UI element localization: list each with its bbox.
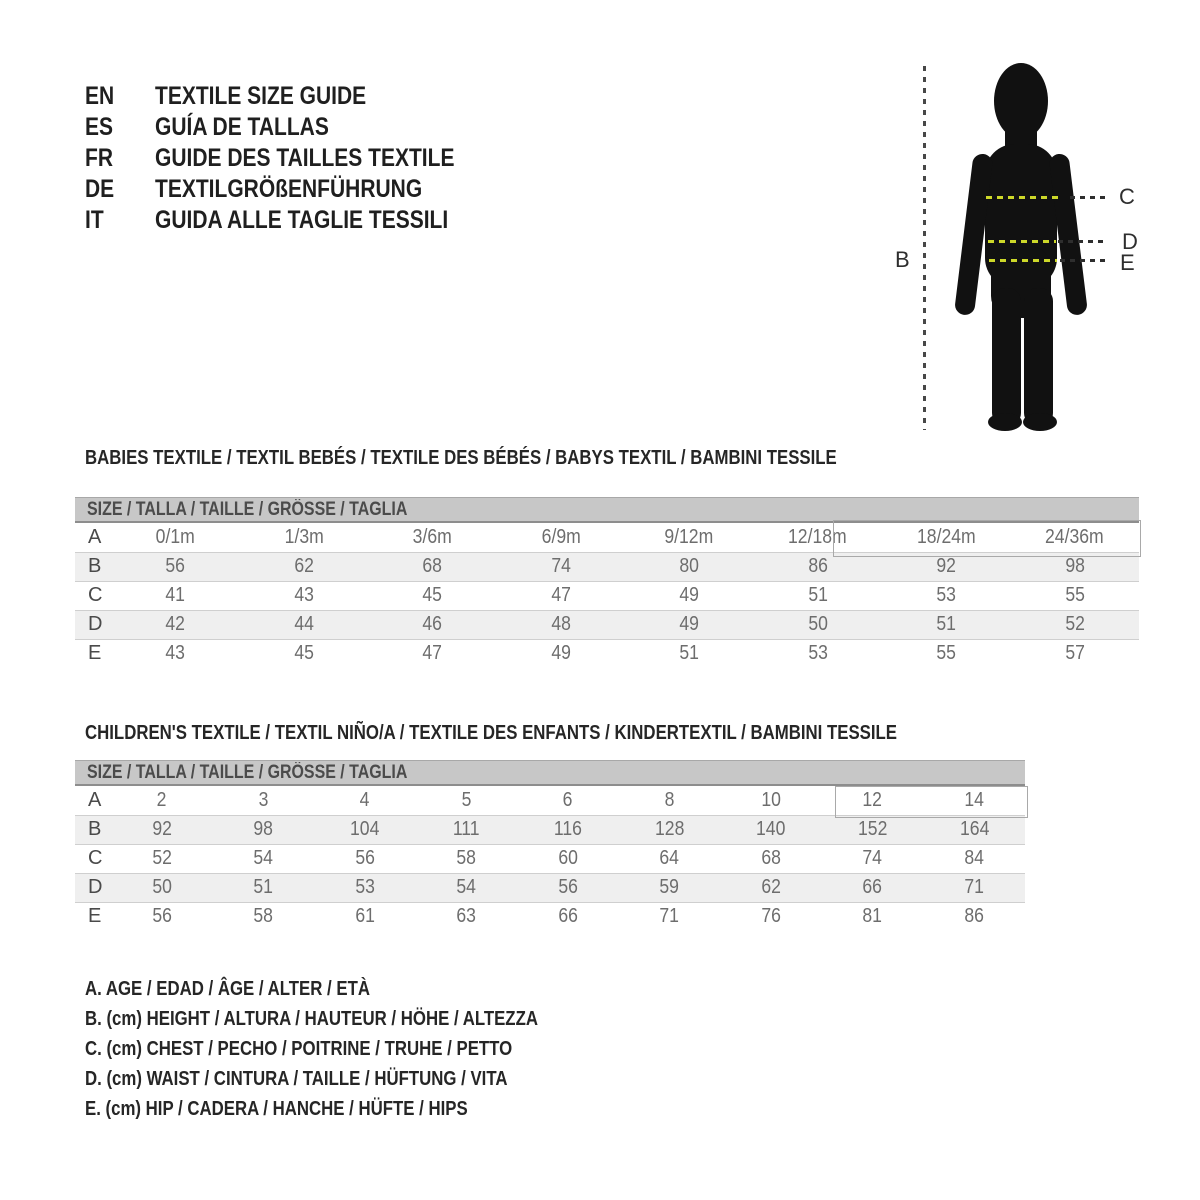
table-cell: 43	[165, 642, 186, 665]
table-row-e	[75, 902, 1025, 931]
table-cell: 111	[416, 815, 518, 844]
table-cell: 45	[293, 642, 314, 665]
children-selection-highlight	[835, 786, 1028, 818]
table-cell: 55	[936, 642, 957, 665]
table-cell: 3/6m	[368, 523, 497, 552]
table-cell: 53	[807, 642, 828, 665]
table-cell: 74	[822, 844, 924, 873]
table-cell: 56	[111, 552, 240, 581]
table-cell: 71	[923, 873, 1025, 902]
table-cell: 6/9m	[497, 523, 626, 552]
table-cell: 86	[964, 905, 984, 928]
table-cell: 62	[240, 552, 369, 581]
table-cell: 48	[497, 610, 626, 639]
table-cell: 59	[619, 873, 721, 902]
table-cell: 68	[720, 844, 822, 873]
babies-table-header: SIZE / TALLA / TAILLE / GRÖSSE / TAGLIA	[75, 497, 1139, 523]
table-cell: 80	[625, 552, 754, 581]
table-cell: 58	[416, 844, 518, 873]
table-cell: 12	[822, 786, 924, 815]
table-cell: 50	[111, 873, 213, 902]
table-cell: 41	[111, 581, 240, 610]
table-cell: 54	[416, 873, 518, 902]
table-cell: 14	[923, 786, 1025, 815]
lang-row-es	[85, 112, 512, 143]
row-label: A	[75, 523, 111, 552]
table-cell: 50	[754, 610, 883, 639]
language-title-list	[85, 81, 512, 236]
table-cell: 49	[625, 581, 754, 610]
table-cell: 2	[111, 786, 213, 815]
measure-label-waist: D	[1122, 229, 1138, 254]
table-cell: 53	[882, 581, 1011, 610]
waist-measure-line-accent	[988, 240, 1056, 243]
lang-code-en: EN	[85, 82, 115, 110]
lang-row-it	[85, 205, 512, 236]
table-cell: 86	[754, 552, 883, 581]
table-cell: 18/24m	[882, 523, 1011, 552]
table-cell: 12/18m	[754, 523, 883, 552]
table-cell: 74	[497, 552, 626, 581]
table-cell: 128	[619, 815, 721, 844]
table-cell: 45	[368, 581, 497, 610]
table-cell: 43	[240, 581, 369, 610]
table-cell: 47	[422, 642, 443, 665]
legend-item-height: B. (cm) HEIGHT / ALTURA / HAUTEUR / HÖHE / ALTEZZA	[85, 1008, 538, 1030]
table-row-d	[75, 610, 1139, 639]
table-cell: 98	[213, 815, 315, 844]
table-cell: 46	[368, 610, 497, 639]
lang-title-fr: GUIDE DES TAILLES TEXTILE	[155, 144, 455, 172]
measure-label-hip: E	[1120, 250, 1135, 275]
chest-measure-line-accent	[986, 196, 1058, 199]
table-cell: 42	[111, 610, 240, 639]
table-cell: 64	[619, 844, 721, 873]
measure-label-height: B	[895, 247, 910, 272]
table-cell: 81	[862, 905, 883, 928]
table-cell: 1/3m	[240, 523, 369, 552]
table-cell: 61	[355, 905, 375, 928]
table-cell: 116	[517, 815, 619, 844]
table-cell: 60	[517, 844, 619, 873]
table-cell: 98	[1011, 552, 1140, 581]
row-label: C	[75, 581, 111, 610]
lang-code-fr: FR	[85, 144, 113, 172]
table-cell: 55	[1011, 581, 1140, 610]
table-row-e	[75, 639, 1139, 668]
child-silhouette	[945, 60, 1105, 440]
table-cell: 51	[213, 873, 315, 902]
lang-row-fr	[85, 143, 512, 174]
table-cell: 54	[213, 844, 315, 873]
measure-label-chest: C	[1119, 184, 1135, 209]
table-cell: 140	[720, 815, 822, 844]
row-label: E	[88, 642, 102, 665]
table-cell: 68	[368, 552, 497, 581]
table-cell: 57	[1064, 642, 1085, 665]
lang-title-en: TEXTILE SIZE GUIDE	[155, 82, 367, 110]
lang-title-it: GUIDA ALLE TAGLIE TESSILI	[155, 206, 449, 234]
legend-item-age: A. AGE / EDAD / ÂGE / ALTER / ETÀ	[85, 978, 370, 1000]
lang-code-es: ES	[85, 113, 114, 141]
table-cell: 104	[314, 815, 416, 844]
table-cell: 52	[111, 844, 213, 873]
lang-code-it: IT	[85, 206, 104, 234]
waist-measure-line-dark	[1058, 240, 1106, 243]
table-cell: 49	[625, 610, 754, 639]
row-label: B	[75, 815, 111, 844]
chest-measure-line-dark	[1070, 196, 1106, 199]
table-cell: 24/36m	[1011, 523, 1140, 552]
row-label: A	[75, 786, 111, 815]
table-cell: 51	[882, 610, 1011, 639]
table-cell: 56	[314, 844, 416, 873]
table-cell: 71	[659, 905, 680, 928]
table-cell: 9/12m	[625, 523, 754, 552]
table-cell: 44	[240, 610, 369, 639]
table-row-c	[75, 581, 1139, 610]
legend-item-hip: E. (cm) HIP / CADERA / HANCHE / HÜFTE / HIPS	[85, 1098, 468, 1120]
table-cell: 4	[314, 786, 416, 815]
table-cell: 76	[761, 905, 781, 928]
table-cell: 6	[517, 786, 619, 815]
lang-title-de: TEXTILGRÖßENFÜHRUNG	[155, 175, 423, 203]
table-cell: 62	[720, 873, 822, 902]
table-cell: 49	[550, 642, 571, 665]
table-cell: 92	[111, 815, 213, 844]
table-cell: 8	[619, 786, 721, 815]
table-cell: 10	[720, 786, 822, 815]
table-row-d	[75, 873, 1025, 902]
table-cell: 3	[213, 786, 315, 815]
table-cell: 63	[456, 905, 477, 928]
table-cell: 53	[314, 873, 416, 902]
children-table-header: SIZE / TALLA / TAILLE / GRÖSSE / TAGLIA	[75, 760, 1025, 786]
table-cell: 51	[679, 642, 700, 665]
table-cell: 0/1m	[111, 523, 240, 552]
row-label: C	[75, 844, 111, 873]
table-row-c	[75, 844, 1025, 873]
legend-item-waist: D. (cm) WAIST / CINTURA / TAILLE / HÜFTUNG / VITA	[85, 1068, 508, 1090]
table-cell: 58	[253, 905, 274, 928]
table-cell: 52	[1011, 610, 1140, 639]
row-label: D	[75, 873, 111, 902]
hip-measure-line-accent	[989, 259, 1057, 262]
table-row-b	[75, 815, 1025, 844]
lang-title-es: GUÍA DE TALLAS	[155, 113, 329, 141]
table-cell: 152	[822, 815, 924, 844]
babies-section-heading: BABIES TEXTILE / TEXTIL BEBÉS / TEXTILE DES BÉBÉS / BABYS TEXTIL / BAMBINI TESSILE	[85, 447, 837, 469]
table-cell: 84	[923, 844, 1025, 873]
measurement-legend	[85, 974, 624, 1124]
table-cell: 66	[558, 905, 578, 928]
table-cell: 51	[754, 581, 883, 610]
lang-row-en	[85, 81, 512, 112]
lang-row-de	[85, 174, 512, 205]
table-cell: 56	[517, 873, 619, 902]
hip-measure-line-dark	[1060, 259, 1106, 262]
table-cell: 92	[882, 552, 1011, 581]
table-cell: 5	[416, 786, 518, 815]
table-cell: 164	[923, 815, 1025, 844]
table-cell: 47	[497, 581, 626, 610]
babies-selection-highlight	[833, 520, 1141, 557]
row-label: D	[75, 610, 111, 639]
legend-item-chest: C. (cm) CHEST / PECHO / POITRINE / TRUHE / PETTO	[85, 1038, 513, 1060]
row-label: B	[75, 552, 111, 581]
table-cell: 66	[822, 873, 924, 902]
lang-code-de: DE	[85, 175, 115, 203]
table-cell: 56	[151, 905, 172, 928]
height-measure-line	[923, 66, 926, 430]
row-label: E	[88, 905, 102, 928]
children-section-heading: CHILDREN'S TEXTILE / TEXTIL NIÑO/A / TEXTILE DES ENFANTS / KINDERTEXTIL / BAMBINI TESSILE	[85, 722, 898, 744]
